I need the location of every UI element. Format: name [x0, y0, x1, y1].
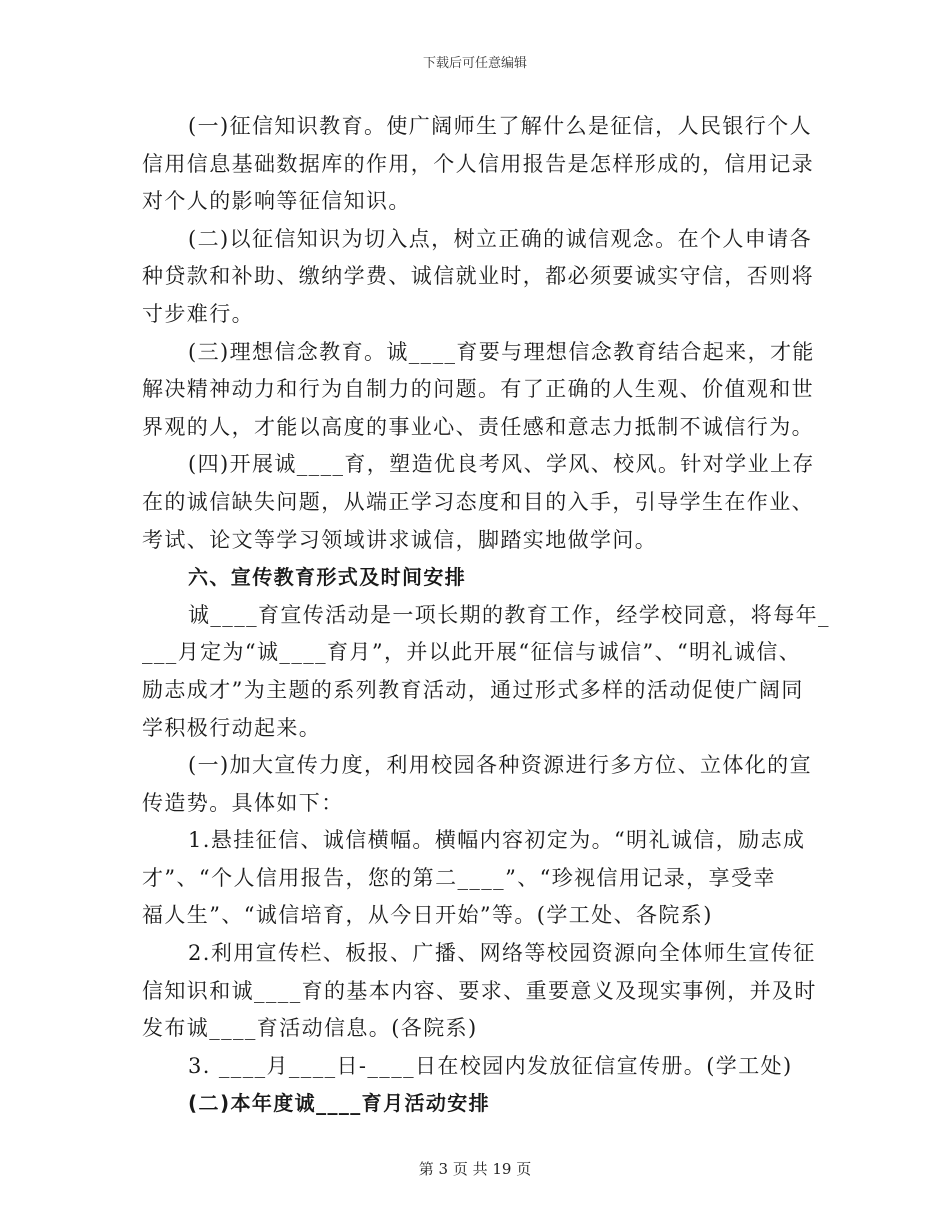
paragraph-line: ___月定为“诚____育月”，并以此开展“征信与诚信”、“明礼诚信、	[142, 640, 802, 665]
page-number: 第 3 页 共 19 页	[418, 1160, 532, 1178]
paragraph-line: (二)以征信知识为切入点，树立正确的诚信观念。在个人申请各	[188, 226, 812, 251]
paragraph-line: 1.悬挂征信、诚信横幅。横幅内容初定为。“明礼诚信，励志成	[188, 828, 806, 853]
paragraph-line: 寸步难行。	[142, 301, 254, 326]
paragraph-line: 考试、论文等学习领域讲求诚信，脚踏实地做学问。	[142, 527, 658, 552]
paragraph-line: 2.利用宣传栏、板报、广播、网络等校园资源向全体师生宣传征	[188, 941, 816, 966]
paragraph-line: 才”、“个人信用报告，您的第二____”、“珍视信用记录，享受幸	[142, 865, 776, 890]
paragraph-line: 种贷款和补助、缴纳学费、诚信就业时，都必须要诚实守信，否则将	[142, 264, 814, 289]
paragraph-line: 解决精神动力和行为自制力的问题。有了正确的人生观、价值观和世	[142, 377, 814, 402]
paragraph-line: 信知识和诚____育的基本内容、要求、重要意义及现实事例，并及时	[142, 978, 817, 1003]
section-subheading: (二)本年度诚____育月活动安排	[188, 1091, 491, 1116]
paragraph-line: 诚____育宣传活动是一项长期的教育工作，经学校同意，将每年_	[188, 602, 830, 627]
paragraph-line: 学积极行动起来。	[142, 715, 322, 740]
paragraph-line: 励志成才”为主题的系列教育活动，通过形式多样的活动促使广阔同	[142, 677, 804, 702]
paragraph-line: 发布诚____育活动信息。(各院系)	[142, 1016, 478, 1041]
paragraph-line: (三)理想信念教育。诚____育要与理想信念教育结合起来，才能	[188, 339, 815, 364]
section-heading: 六、宣传教育形式及时间安排	[188, 565, 467, 590]
paragraph-line: 福人生”、“诚信培育，从今日开始”等。(学工处、各院系)	[142, 903, 713, 928]
document-body	[142, 108, 830, 1123]
paragraph-line: 对个人的影响等征信知识。	[142, 189, 411, 214]
paragraph-line: (四)开展诚____育，塑造优良考风、学风、校风。针对学业上存	[188, 452, 815, 477]
paragraph-line: 传造势。具体如下：	[142, 790, 344, 815]
paragraph-line: (一)加大宣传力度，利用校园各种资源进行多方位、立体化的宣	[188, 753, 812, 778]
header-note: 下载后可任意编辑	[422, 56, 527, 71]
paragraph-line: 界观的人，才能以高度的事业心、责任感和意志力抵制不诚信行为。	[142, 414, 814, 439]
paragraph-line: 信用信息基础数据库的作用，个人信用报告是怎样形成的，信用记录	[142, 151, 814, 176]
paragraph-line: 在的诚信缺失问题，从端正学习态度和目的入手，引导学生在作业、	[142, 489, 814, 514]
paragraph-line: 3. ____月____日-____日在校园内发放征信宣传册。(学工处)	[188, 1053, 793, 1078]
paragraph-line: (一)征信知识教育。使广阔师生了解什么是征信，人民银行个人	[188, 114, 812, 138]
